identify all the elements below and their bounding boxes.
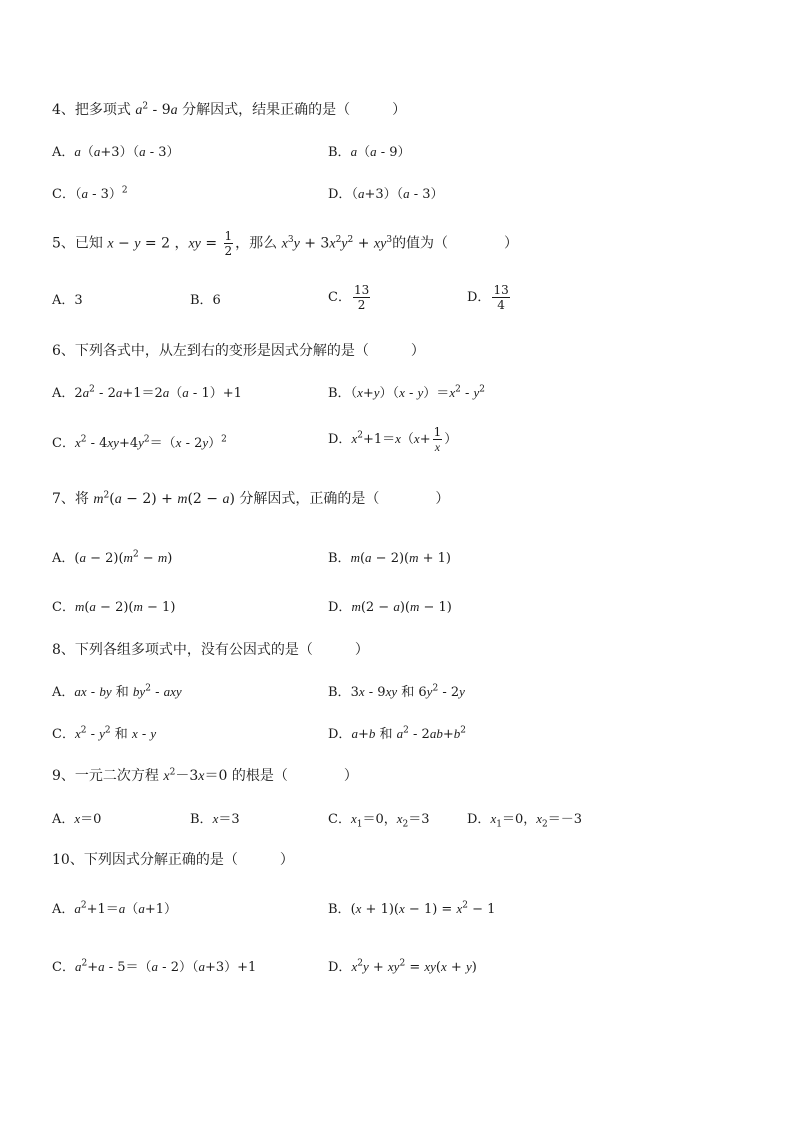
- q7-option-a: A．$(a - 2)(m^2 - m)$: [52, 549, 173, 566]
- q9-option-c: C．$x_1=0$，$x_2=3$: [328, 811, 430, 830]
- q5-stem-text: 5、已知: [52, 235, 103, 252]
- q4-option-a: A．a（a+3）（a - 3）: [52, 144, 180, 160]
- question-4-stem: 4、把多项式 $a^2 - 9a$ 分解因式，结果正确的是（ ）: [52, 101, 407, 118]
- q5-option-b: B．6: [190, 293, 221, 308]
- q4-option-c: C．（a - 3）$^2$: [52, 185, 128, 202]
- question-7-stem: 7、将 $m^2(a - 2) + m(2 - a)$ 分解因式，正确的是（ ）: [52, 490, 450, 507]
- q6-option-d: D．$x^2+1=x(x+$ $\frac{1}{x}$ ）: [328, 425, 458, 454]
- q8-option-d: D．a+b 和 $a^2 - 2ab+b^2$: [328, 725, 466, 742]
- q8-option-b: B．3x - 9xy 和 $6y^2 - 2y$: [328, 683, 465, 700]
- q8-option-a: A．ax - by 和 $by^2$ - axy: [52, 683, 182, 700]
- q7-option-c: C．m(a − 2)(m − 1): [52, 599, 176, 615]
- q6-option-b: B．$(x+y)(x - y)=x^2 - y^2$: [328, 384, 486, 401]
- q10-option-a: A．$a^2+1=a(a+1)$: [52, 900, 177, 917]
- q4-stem-text: 4、把多项式: [52, 102, 131, 118]
- q9-option-a: A．x＝0: [52, 811, 102, 827]
- question-5-stem: 5、已知 x − y = 2 ，xy = $\frac{1}{2}$ ，那么 $x^3y + 3x^2y^2 + xy^3$的值为（ ）: [52, 229, 519, 258]
- q7-option-d: D．m(2 − a)(m − 1): [328, 599, 452, 615]
- q10-option-d: D．$x^2y + xy^2 = xy(x + y)$: [328, 958, 477, 975]
- q6-option-c: C．$x^2 - 4xy+4y^2=(x - 2y)^2$: [52, 434, 227, 451]
- question-9-stem: 9、一元二次方程 $x^2-3x=0$ 的根是（ ）: [52, 767, 358, 784]
- question-8-stem: 8、下列各组多项式中，没有公因式的是（ ）: [52, 642, 369, 658]
- q4-stem-text-2: 分解因式，结果正确的是（ ）: [182, 102, 407, 118]
- q5-option-d: D． $\frac{13}{4}$: [467, 283, 509, 312]
- q5-fraction-half: $\frac{1}{2}$: [224, 229, 233, 258]
- q4-option-d: D．（a+3）（a - 3）: [328, 186, 444, 202]
- question-10-stem: 10、下列因式分解正确的是（ ）: [52, 852, 294, 868]
- q4-option-b: B．a（a - 9）: [328, 144, 411, 160]
- q7-option-b: B．m(a − 2)(m + 1): [328, 550, 451, 566]
- q9-option-b: B．x＝3: [190, 811, 240, 827]
- q10-option-b: B．$(x + 1)(x - 1) = x^2 - 1$: [328, 900, 496, 917]
- q5-option-c: C． $\frac{13}{2}$: [328, 283, 370, 312]
- q8-option-c: C．$x^2 - y^2$ 和 x - y: [52, 725, 157, 742]
- q9-option-d: D．$x_1=0$，$x_2=-3$: [467, 811, 583, 830]
- q5-option-a: A．3: [52, 293, 83, 308]
- q6-option-a: A．$2a^2 - 2a+1=2a(a - 1)+1$: [52, 384, 242, 401]
- question-6-stem: 6、下列各式中，从左到右的变形是因式分解的是（ ）: [52, 343, 425, 359]
- q10-option-c: C．$a^2+a - 5=(a - 2)(a+3)+1$: [52, 958, 257, 975]
